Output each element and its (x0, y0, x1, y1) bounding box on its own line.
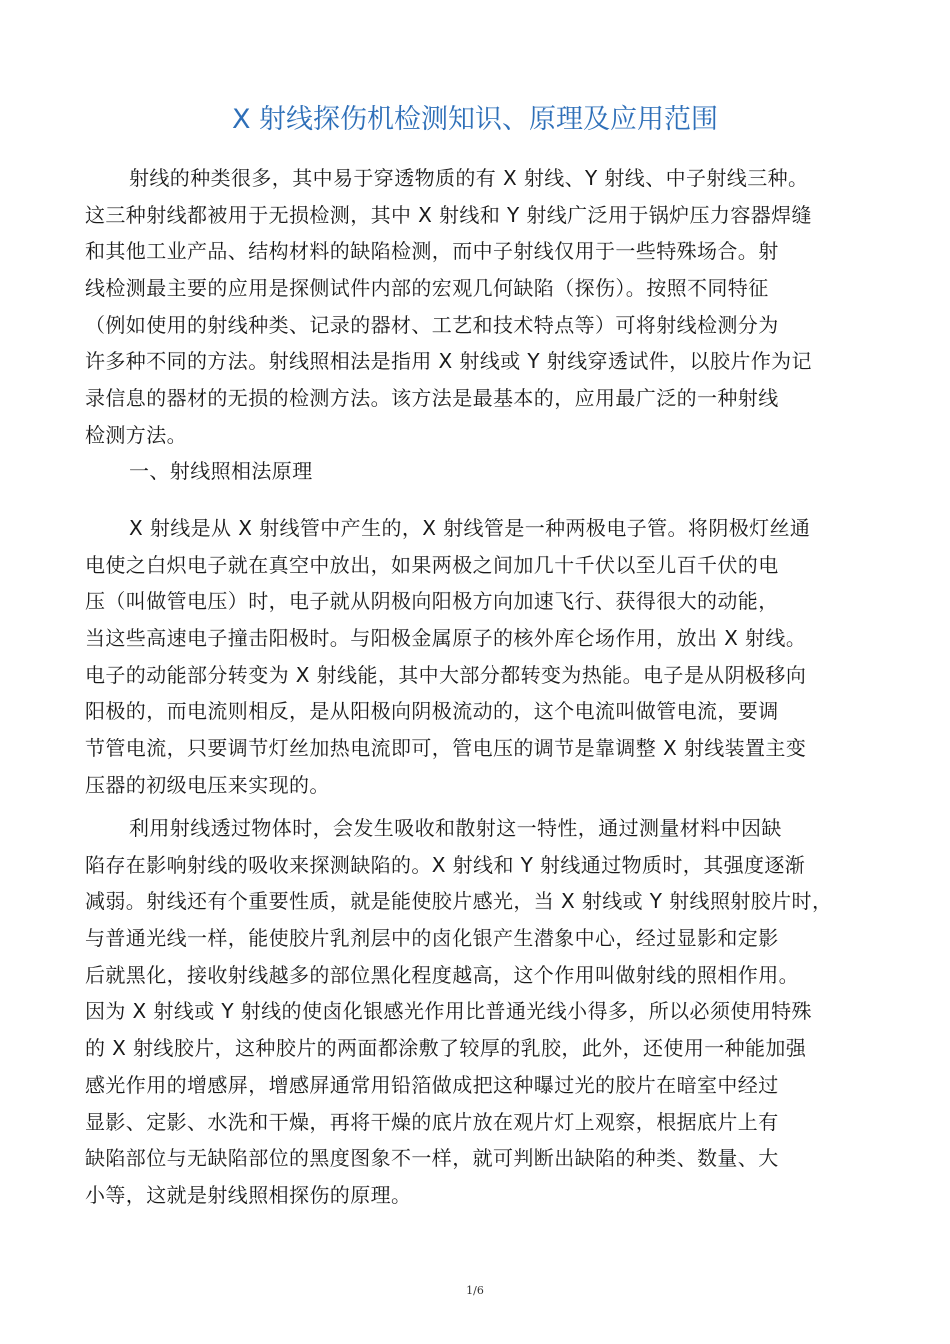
text-line: 电使之白炽电子就在真空中放出，如果两极之间加几十千伏以至儿百千伏的电 (85, 552, 779, 577)
section-heading-text: 一、射线照相法原理 (129, 459, 313, 483)
text-line: 和其他工业产品、结构材料的缺陷检测，而中子射线仅用于一些特殊场合。射 (85, 239, 779, 264)
text-line: 线检测最主要的应用是探侧试件内部的宏观几何缺陷（探伤）。按照不同特征 (85, 276, 769, 301)
imaging-principle-paragraph (85, 810, 832, 1214)
section-heading (85, 453, 313, 490)
text-line: 这三种射线都被用于无损检测，其中 X 射线和 Y 射线广泛用于锅炉压力容器焊缝 (85, 202, 812, 227)
intro-paragraph (85, 160, 812, 454)
text-line: 陷存在影响射线的吸收来探测缺陷的。X 射线和 Y 射线通过物质时，其强度逐渐 (85, 852, 806, 877)
text-line: 检测方法。 (85, 422, 187, 447)
text-line: 因为 X 射线或 Y 射线的使卤化银感光作用比普通光线小得多，所以必须使用特殊 (85, 999, 812, 1024)
text-line: 当这些高速电子撞击阳极时。与阳极金属原子的核外库仑场作用，放出 X 射线。 (85, 626, 807, 651)
text-line: 显影、定影、水洗和干燥，再将干燥的底片放在观片灯上观察，根据底片上有 (85, 1109, 779, 1134)
text-line: 射线的种类很多，其中易于穿透物质的有 X 射线、Y 射线、中子射线三种。 (129, 166, 809, 190)
xray-generation-paragraph (85, 510, 810, 804)
text-line: （例如使用的射线种类、记录的器材、工艺和技术特点等）可将射线检测分为 (85, 312, 779, 337)
text-line: 的 X 射线胶片，这种胶片的两面都涂敷了较厚的乳胶，此外，还使用一种能加强 (85, 1036, 807, 1061)
text-line: 利用射线透过物体时，会发生吸收和散射这一特性，通过测量材料中因缺 (129, 816, 782, 840)
text-line: 与普通光线一样，能使胶片乳剂层中的卤化银产生潜象中心，经过显影和定影 (85, 926, 779, 951)
text-line: X 射线是从 X 射线管中产生的，X 射线管是一种两极电子管。将阴极灯丝通 (129, 516, 811, 540)
page-number: 1/6 (466, 1284, 484, 1297)
text-line: 许多种不同的方法。射线照相法是指用 X 射线或 Y 射线穿透试件，以胶片作为记 (85, 349, 812, 374)
text-line: 电子的动能部分转变为 X 射线能，其中大部分都转变为热能。电子是从阴极移向 (85, 662, 807, 687)
text-line: 感光作用的增感屏，增感屏通常用铅箔做成把这种曝过光的胶片在暗室中经过 (85, 1072, 779, 1097)
text-line: 压器的初级电压来实现的。 (85, 772, 330, 797)
document-title: X 射线探伤机检测知识、原理及应用范围 (231, 104, 719, 135)
text-line: 减弱。射线还有个重要性质，就是能使胶片感光，当 X 射线或 Y 射线照射胶片时， (85, 889, 833, 914)
text-line: 缺陷部位与无缺陷部位的黑度图象不一样，就可判断出缺陷的种类、数量、大 (85, 1146, 779, 1171)
text-line: 阳极的，而电流则相反，是从阳极向阴极流动的，这个电流叫做管电流，要调 (85, 699, 779, 724)
text-line: 后就黑化，接收射线越多的部位黑化程度越高，这个作用叫做射线的照相作用。 (85, 962, 799, 987)
text-line: 录信息的器材的无损的检测方法。该方法是最基本的，应用最广泛的一种射线 (85, 386, 779, 411)
text-line: 小等，这就是射线照相探伤的原理。 (85, 1182, 412, 1207)
text-line: 节管电流，只要调节灯丝加热电流即可，管电压的调节是靠调整 X 射线装置主变 (85, 736, 807, 761)
text-line: 压（叫做管电压）时，电子就从阴极向阳极方向加速飞行、获得很大的动能， (85, 589, 779, 614)
